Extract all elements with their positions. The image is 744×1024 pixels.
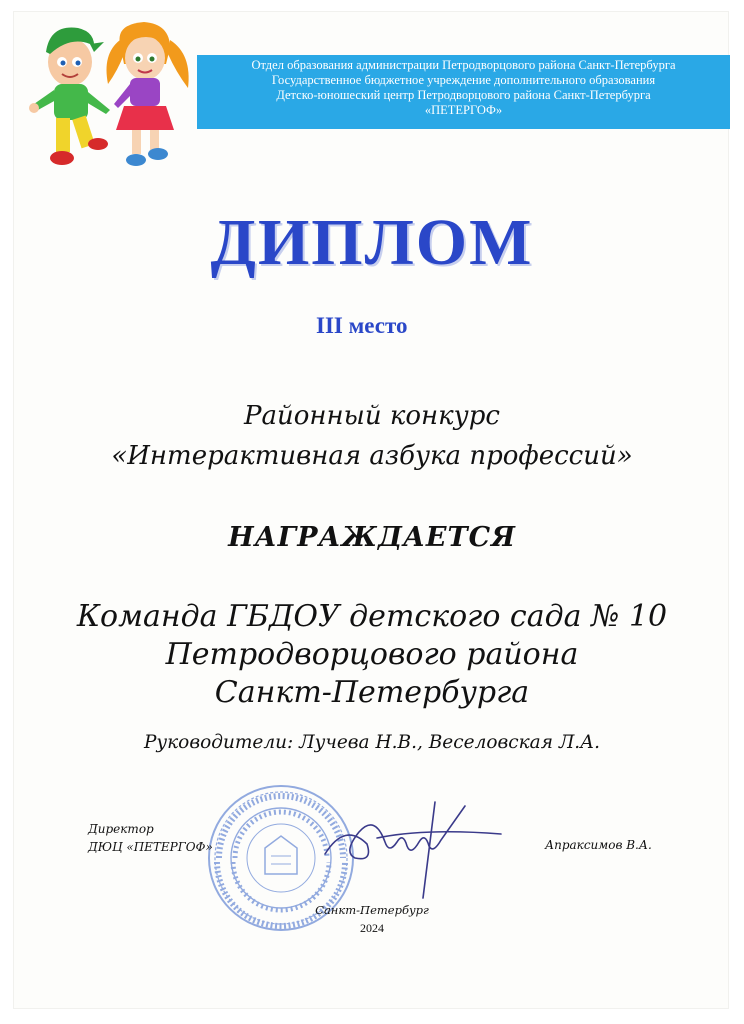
handwritten-signature (315, 792, 515, 902)
boy-figure (29, 28, 110, 166)
header-line-4: «ПЕТЕРГОФ» (424, 103, 503, 117)
signatory-block (88, 820, 213, 856)
recipient-block (0, 598, 744, 712)
recipient-line-3: Санкт-Петербурга (214, 675, 530, 710)
place-label: III место (316, 313, 408, 338)
recipient-line-1: Команда ГБДОУ детского сада № 10 (76, 599, 668, 634)
cartoon-kids-illustration (20, 14, 200, 174)
signatory-organization: ДЮЦ «ПЕТЕРГОФ» (88, 840, 213, 854)
contest-line-1: Районный конкурс (244, 401, 500, 431)
header-line-3: Детско-юношеский центр Петродворцового района Санкт-Петербурга (276, 88, 651, 102)
header-banner (197, 55, 730, 129)
contest-line-2: «Интерактивная азбука профессий» (111, 441, 633, 471)
recipient-line-2: Петродворцового района (165, 637, 579, 672)
header-line-2: Государственное бюджетное учреждение дополнительного образования (271, 73, 656, 87)
diploma-title: ДИПЛОМ (210, 206, 534, 279)
contest-name (0, 396, 744, 476)
awarded-heading: НАГРАЖДАЕТСЯ (228, 522, 516, 553)
footer-year: 2024 (360, 921, 384, 935)
girl-figure (107, 22, 189, 166)
leaders-line: Руководители: Лучева Н.В., Веселовская Л.А. (143, 732, 601, 753)
signatory-name: Апраксимов В.А. (545, 838, 652, 852)
footer-city: Санкт-Петербург (315, 903, 429, 917)
header-line-1: Отдел образования администрации Петродворцового района Санкт-Петербурга (251, 58, 676, 72)
signatory-position: Директор (88, 822, 154, 836)
